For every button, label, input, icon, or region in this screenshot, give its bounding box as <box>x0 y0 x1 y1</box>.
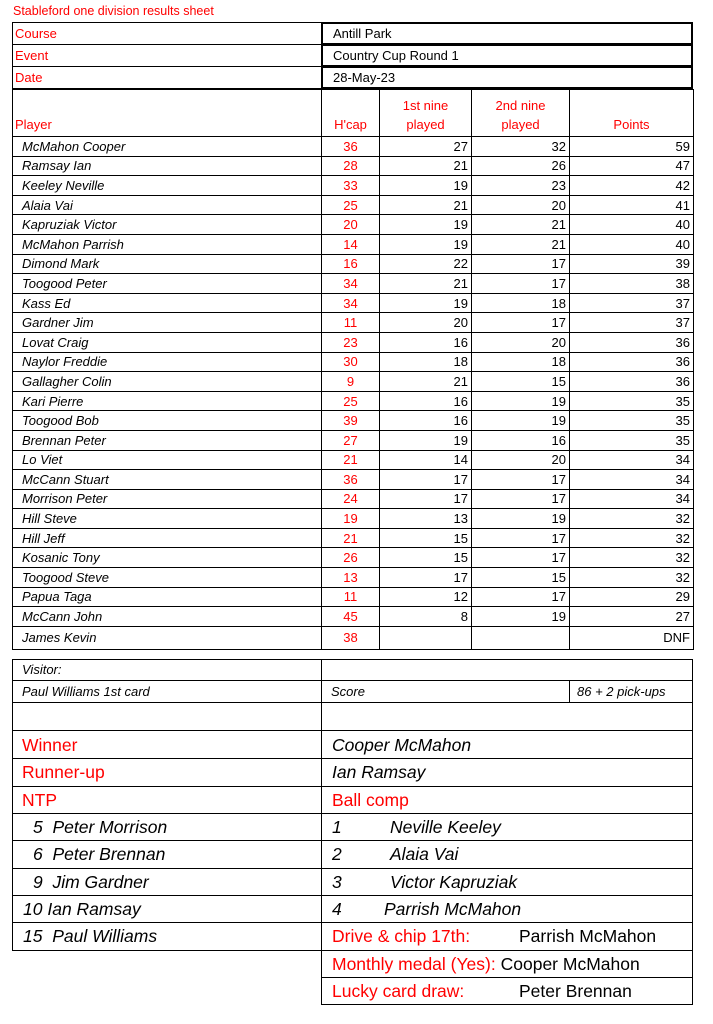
player-first-nine: 19 <box>380 215 472 235</box>
visitor-score-label: Score <box>321 680 570 703</box>
player-first-nine: 8 <box>380 607 472 627</box>
player-row <box>13 470 694 490</box>
header-hcap-text: H'cap <box>334 117 367 132</box>
player-name: Toogood Bob <box>13 411 322 431</box>
player-points: 35 <box>570 391 694 411</box>
drive-chip-value: Parrish McMahon <box>519 926 657 946</box>
player-second-nine: 17 <box>472 587 570 607</box>
player-row <box>13 568 694 588</box>
player-row <box>13 626 694 649</box>
player-first-nine: 16 <box>380 391 472 411</box>
player-second-nine: 15 <box>472 568 570 588</box>
runner-up-label: Runner-up <box>12 758 322 787</box>
player-row <box>13 274 694 294</box>
drive-chip-row <box>321 922 693 951</box>
ntp-hole: 15 <box>23 926 43 946</box>
player-first-nine: 14 <box>380 450 472 470</box>
player-hcap: 27 <box>322 430 380 450</box>
blank-row-left <box>12 702 322 731</box>
header-player <box>13 90 322 137</box>
player-name: McCann John <box>13 607 322 627</box>
drive-chip-label: Drive & chip 17th: <box>332 926 471 946</box>
player-name: McMahon Cooper <box>13 137 322 157</box>
player-second-nine: 21 <box>472 234 570 254</box>
player-hcap: 39 <box>322 411 380 431</box>
player-second-nine: 17 <box>472 548 570 568</box>
player-row <box>13 332 694 352</box>
player-points: 59 <box>570 137 694 157</box>
player-second-nine: 18 <box>472 352 570 372</box>
player-first-nine: 19 <box>380 430 472 450</box>
ntp-name: Peter Morrison <box>52 817 168 837</box>
player-hcap: 38 <box>322 626 380 649</box>
player-row <box>13 352 694 372</box>
header-first-nine-line1: 1st nine <box>402 98 449 113</box>
player-second-nine: 19 <box>472 411 570 431</box>
ntp-name: Ian Ramsay <box>47 899 141 919</box>
player-second-nine: 17 <box>472 274 570 294</box>
player-second-nine: 18 <box>472 293 570 313</box>
player-hcap: 45 <box>322 607 380 627</box>
visitor-blank-cell <box>321 659 693 681</box>
monthly-medal-row <box>321 950 693 978</box>
player-hcap: 36 <box>322 137 380 157</box>
player-first-nine: 18 <box>380 352 472 372</box>
players-table <box>12 89 694 650</box>
player-row <box>13 137 694 157</box>
player-hcap: 11 <box>322 313 380 333</box>
player-points: 41 <box>570 195 694 215</box>
ntp-hole: 10 <box>23 899 43 919</box>
player-hcap: 16 <box>322 254 380 274</box>
visitor-label: Visitor: <box>12 659 322 681</box>
sheet-title: Stableford one division results sheet <box>13 4 214 18</box>
player-first-nine: 15 <box>380 528 472 548</box>
player-first-nine: 19 <box>380 234 472 254</box>
player-name: Toogood Steve <box>13 568 322 588</box>
player-second-nine: 19 <box>472 391 570 411</box>
player-first-nine: 21 <box>380 274 472 294</box>
ntp-name: Peter Brennan <box>52 844 166 864</box>
player-first-nine: 19 <box>380 293 472 313</box>
header-hcap <box>322 90 380 137</box>
player-hcap: 36 <box>322 470 380 490</box>
player-row <box>13 234 694 254</box>
ball-comp-item <box>321 840 693 869</box>
player-second-nine: 16 <box>472 430 570 450</box>
player-hcap: 23 <box>322 332 380 352</box>
player-hcap: 13 <box>322 568 380 588</box>
player-second-nine: 17 <box>472 528 570 548</box>
player-points: 37 <box>570 313 694 333</box>
player-first-nine: 16 <box>380 411 472 431</box>
player-second-nine: 17 <box>472 470 570 490</box>
player-points: 32 <box>570 548 694 568</box>
player-hcap: 24 <box>322 489 380 509</box>
lucky-card-row <box>321 977 693 1005</box>
header-second-nine-line1: 2nd nine <box>495 98 546 113</box>
player-points: 35 <box>570 430 694 450</box>
ntp-hole: 9 <box>33 872 43 892</box>
ntp-name: Paul Williams <box>52 926 158 946</box>
ntp-label: NTP <box>12 786 322 814</box>
player-hcap: 19 <box>322 509 380 529</box>
player-row <box>13 430 694 450</box>
player-points: 36 <box>570 352 694 372</box>
player-first-nine: 17 <box>380 470 472 490</box>
blank-row-right <box>321 702 693 731</box>
ntp-item <box>12 840 322 869</box>
player-row <box>13 313 694 333</box>
player-first-nine <box>380 626 472 649</box>
player-points: 42 <box>570 176 694 196</box>
header-second-nine-line2: played <box>501 117 540 132</box>
player-row <box>13 411 694 431</box>
player-points: 36 <box>570 372 694 392</box>
player-first-nine: 13 <box>380 509 472 529</box>
player-first-nine: 21 <box>380 156 472 176</box>
player-name: Kari Pierre <box>13 391 322 411</box>
player-row <box>13 587 694 607</box>
player-row <box>13 489 694 509</box>
player-name: Dimond Mark <box>13 254 322 274</box>
date-value[interactable]: 28-May-23 <box>321 66 693 89</box>
player-points: 35 <box>570 411 694 431</box>
player-points: 34 <box>570 470 694 490</box>
lucky-card-label: Lucky card draw: <box>332 981 465 1001</box>
player-points: DNF <box>570 626 694 649</box>
player-name: Toogood Peter <box>13 274 322 294</box>
ball-comp-item <box>321 813 693 841</box>
header-points-text: Points <box>613 117 650 132</box>
lucky-card-value: Peter Brennan <box>519 981 632 1001</box>
player-name: Kass Ed <box>13 293 322 313</box>
player-points: 36 <box>570 332 694 352</box>
player-first-nine: 22 <box>380 254 472 274</box>
player-points: 34 <box>570 450 694 470</box>
header-player-text: Player <box>15 117 52 132</box>
ntp-item <box>12 868 322 896</box>
player-points: 47 <box>570 156 694 176</box>
ntp-item <box>12 813 322 841</box>
player-name: Gardner Jim <box>13 313 322 333</box>
player-name: Naylor Freddie <box>13 352 322 372</box>
player-second-nine: 17 <box>472 254 570 274</box>
course-value[interactable]: Antill Park <box>321 22 693 45</box>
player-name: Hill Steve <box>13 509 322 529</box>
player-first-nine: 15 <box>380 548 472 568</box>
player-row <box>13 450 694 470</box>
player-hcap: 25 <box>322 391 380 411</box>
ball-comp-place: 3 <box>332 872 342 892</box>
winner-label: Winner <box>12 730 322 759</box>
player-first-nine: 27 <box>380 137 472 157</box>
player-first-nine: 21 <box>380 372 472 392</box>
ball-comp-place: 2 <box>332 844 342 864</box>
player-name: Papua Taga <box>13 587 322 607</box>
monthly-medal-value: Cooper McMahon <box>500 954 640 974</box>
player-name: Keeley Neville <box>13 176 322 196</box>
player-second-nine: 17 <box>472 489 570 509</box>
player-points: 32 <box>570 528 694 548</box>
ntp-hole: 5 <box>33 817 43 837</box>
ntp-hole: 6 <box>33 844 43 864</box>
player-row <box>13 528 694 548</box>
player-hcap: 26 <box>322 548 380 568</box>
player-hcap: 30 <box>322 352 380 372</box>
player-first-nine: 21 <box>380 195 472 215</box>
player-row <box>13 254 694 274</box>
event-label: Event <box>12 44 321 67</box>
player-points: 34 <box>570 489 694 509</box>
player-second-nine: 21 <box>472 215 570 235</box>
player-name: James Kevin <box>13 626 322 649</box>
player-second-nine: 26 <box>472 156 570 176</box>
player-row <box>13 215 694 235</box>
player-row <box>13 195 694 215</box>
monthly-medal-label: Monthly medal (Yes): <box>332 954 496 974</box>
player-second-nine: 32 <box>472 137 570 157</box>
player-hcap: 21 <box>322 450 380 470</box>
player-row <box>13 391 694 411</box>
player-points: 37 <box>570 293 694 313</box>
ball-comp-item <box>321 895 693 923</box>
player-name: Gallagher Colin <box>13 372 322 392</box>
ntp-item <box>12 922 322 951</box>
player-hcap: 28 <box>322 156 380 176</box>
date-label: Date <box>12 66 321 89</box>
player-row <box>13 607 694 627</box>
player-points: 32 <box>570 568 694 588</box>
player-hcap: 9 <box>322 372 380 392</box>
player-hcap: 25 <box>322 195 380 215</box>
player-second-nine: 20 <box>472 450 570 470</box>
player-first-nine: 12 <box>380 587 472 607</box>
player-hcap: 11 <box>322 587 380 607</box>
player-points: 40 <box>570 234 694 254</box>
player-hcap: 34 <box>322 274 380 294</box>
player-name: Kosanic Tony <box>13 548 322 568</box>
ntp-item <box>12 895 322 923</box>
player-hcap: 14 <box>322 234 380 254</box>
runner-up-value: Ian Ramsay <box>321 758 693 787</box>
ball-comp-name: Neville Keeley <box>390 817 501 837</box>
player-first-nine: 16 <box>380 332 472 352</box>
player-name: Hill Jeff <box>13 528 322 548</box>
header-points <box>570 90 694 137</box>
player-name: Alaia Vai <box>13 195 322 215</box>
player-points: 40 <box>570 215 694 235</box>
event-value[interactable]: Country Cup Round 1 <box>321 44 693 67</box>
ntp-name: Jim Gardner <box>52 872 149 892</box>
player-row <box>13 293 694 313</box>
winner-value: Cooper McMahon <box>321 730 693 759</box>
ball-comp-place: 4 <box>332 899 342 919</box>
player-second-nine: 20 <box>472 332 570 352</box>
player-row <box>13 372 694 392</box>
visitor-card-label: Paul Williams 1st card <box>12 680 322 703</box>
ball-comp-item <box>321 868 693 896</box>
header-first-nine <box>380 90 472 137</box>
player-name: Ramsay Ian <box>13 156 322 176</box>
player-first-nine: 19 <box>380 176 472 196</box>
player-row <box>13 176 694 196</box>
player-name: Lo Viet <box>13 450 322 470</box>
course-label: Course <box>12 22 321 45</box>
player-points: 39 <box>570 254 694 274</box>
ball-comp-name: Alaia Vai <box>390 844 459 864</box>
player-hcap: 33 <box>322 176 380 196</box>
header-first-nine-line2: played <box>406 117 445 132</box>
ball-comp-name: Victor Kapruziak <box>390 872 518 892</box>
player-second-nine <box>472 626 570 649</box>
player-second-nine: 19 <box>472 607 570 627</box>
player-second-nine: 19 <box>472 509 570 529</box>
player-points: 27 <box>570 607 694 627</box>
player-points: 32 <box>570 509 694 529</box>
ball-comp-place: 1 <box>332 817 342 837</box>
player-first-nine: 17 <box>380 568 472 588</box>
player-name: Brennan Peter <box>13 430 322 450</box>
player-points: 38 <box>570 274 694 294</box>
player-name: Lovat Craig <box>13 332 322 352</box>
player-row <box>13 156 694 176</box>
player-hcap: 20 <box>322 215 380 235</box>
player-name: McMahon Parrish <box>13 234 322 254</box>
player-first-nine: 20 <box>380 313 472 333</box>
table-header-row <box>13 90 694 137</box>
player-name: McCann Stuart <box>13 470 322 490</box>
player-hcap: 34 <box>322 293 380 313</box>
header-second-nine <box>472 90 570 137</box>
player-name: Kapruziak Victor <box>13 215 322 235</box>
player-points: 29 <box>570 587 694 607</box>
player-row <box>13 548 694 568</box>
player-second-nine: 20 <box>472 195 570 215</box>
player-hcap: 21 <box>322 528 380 548</box>
player-first-nine: 17 <box>380 489 472 509</box>
visitor-score-value: 86 + 2 pick-ups <box>569 680 693 703</box>
ball-comp-name: Parrish McMahon <box>384 899 522 919</box>
player-second-nine: 15 <box>472 372 570 392</box>
ball-comp-label: Ball comp <box>321 786 693 814</box>
player-second-nine: 17 <box>472 313 570 333</box>
player-row <box>13 509 694 529</box>
player-second-nine: 23 <box>472 176 570 196</box>
player-name: Morrison Peter <box>13 489 322 509</box>
